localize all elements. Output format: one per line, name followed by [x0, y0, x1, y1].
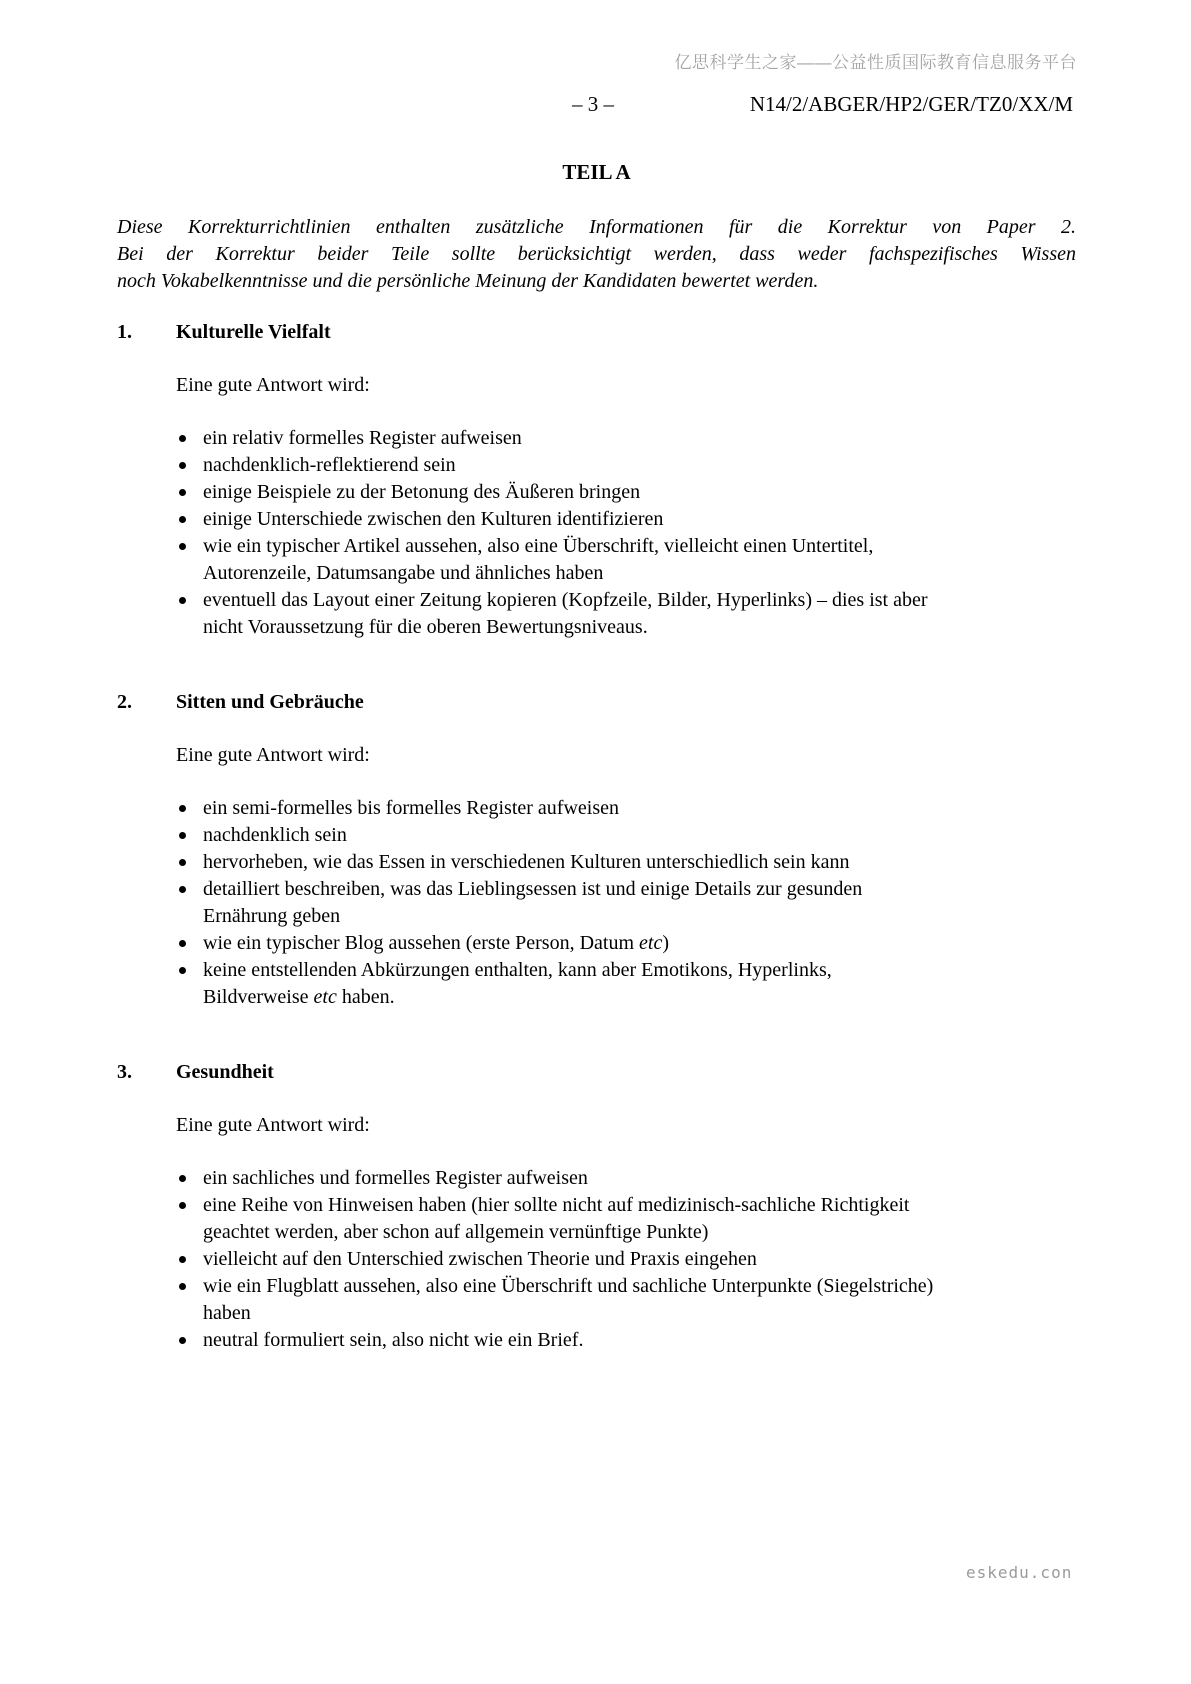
- bullet-item: einige Beispiele zu der Betonung des Äußeren bringen: [176, 479, 1076, 506]
- bullet-item: wie ein Flugblatt aussehen, also eine Überschrift und sachliche Unterpunkte (Siegelstriche) haben: [176, 1273, 1076, 1327]
- section-title: TEIL A: [562, 160, 631, 184]
- bullet-item: keine entstellenden Abkürzungen enthalten, kann aber Emotikons, Hyperlinks, Bildverweise etc haben.: [176, 957, 1076, 1011]
- section-lead: Eine gute Antwort wird:: [176, 374, 370, 396]
- bullet-item: ein relativ formelles Register aufweisen: [176, 425, 1076, 452]
- bullet-item: neutral formuliert sein, also nicht wie ein Brief.: [176, 1327, 1076, 1354]
- bullet-item: detailliert beschreiben, was das Lieblingsessen ist und einige Details zur gesunden Ernährung geben: [176, 876, 1076, 930]
- intro-line: Bei der Korrektur beider Teile sollte berücksichtigt werden, dass weder fachspezifisches Wissen: [117, 243, 1076, 265]
- bullet-item: wie ein typischer Blog aussehen (erste Person, Datum etc): [176, 930, 1076, 957]
- bullet-list: [176, 795, 1076, 1011]
- bullet-item: einige Unterschiede zwischen den Kulturen identifizieren: [176, 506, 1076, 533]
- document-code: N14/2/ABGER/HP2/GER/TZ0/XX/M: [749, 92, 1073, 116]
- bullet-item: vielleicht auf den Unterschied zwischen Theorie und Praxis eingehen: [176, 1246, 1076, 1273]
- page-number: – 3 –: [572, 92, 614, 116]
- bullet-item: wie ein typischer Artikel aussehen, also eine Überschrift, vielleicht einen Untertitel, Autorenzeile, Datumsangabe und ähnliches haben: [176, 533, 1076, 587]
- bullet-list: [176, 1165, 1076, 1354]
- bullet-item: eine Reihe von Hinweisen haben (hier sollte nicht auf medizinisch-sachliche Richtigkeit geachtet werden, aber schon auf allgemein vernünftige Punkte): [176, 1192, 1076, 1246]
- section-gesundheit: [117, 1059, 1076, 1354]
- section-number: 1.: [117, 321, 132, 343]
- section-heading: [117, 1059, 1076, 1086]
- section-heading-text: Sitten und Gebräuche: [176, 691, 364, 713]
- bottom-watermark: eskedu.con: [966, 1563, 1073, 1582]
- bullet-item: ein sachliches und formelles Register aufweisen: [176, 1165, 1076, 1192]
- bullet-item: nachdenklich sein: [176, 822, 1076, 849]
- section-heading-text: Kulturelle Vielfalt: [176, 321, 331, 343]
- intro-paragraph: [117, 214, 1076, 295]
- bullet-item: nachdenklich-reflektierend sein: [176, 452, 1076, 479]
- intro-line: noch Vokabelkenntnisse und die persönliche Meinung der Kandidaten bewertet werden.: [117, 270, 819, 292]
- page-header: [0, 92, 1191, 120]
- section-lead: Eine gute Antwort wird:: [176, 1114, 370, 1136]
- section-lead: Eine gute Antwort wird:: [176, 744, 370, 766]
- section-sitten-und-gebraeuche: [117, 689, 1076, 1011]
- bullet-item: hervorheben, wie das Essen in verschiedenen Kulturen unterschiedlich sein kann: [176, 849, 1076, 876]
- section-heading: [117, 319, 1076, 346]
- bullet-item: ein semi-formelles bis formelles Register aufweisen: [176, 795, 1076, 822]
- section-kulturelle-vielfalt: [117, 319, 1076, 641]
- top-watermark: 亿思科学生之家——公益性质国际教育信息服务平台: [674, 53, 1077, 72]
- section-number: 2.: [117, 691, 132, 713]
- section-number: 3.: [117, 1061, 132, 1083]
- intro-line: Diese Korrekturrichtlinien enthalten zusätzliche Informationen für die Korrektur von Paper 2.: [117, 216, 1076, 238]
- bullet-item: eventuell das Layout einer Zeitung kopieren (Kopfzeile, Bilder, Hyperlinks) – dies ist aber nicht Voraussetzung für die oberen Bewertungsniveaus.: [176, 587, 1076, 641]
- bullet-list: [176, 425, 1076, 641]
- section-heading: [117, 689, 1076, 716]
- section-heading-text: Gesundheit: [176, 1061, 274, 1083]
